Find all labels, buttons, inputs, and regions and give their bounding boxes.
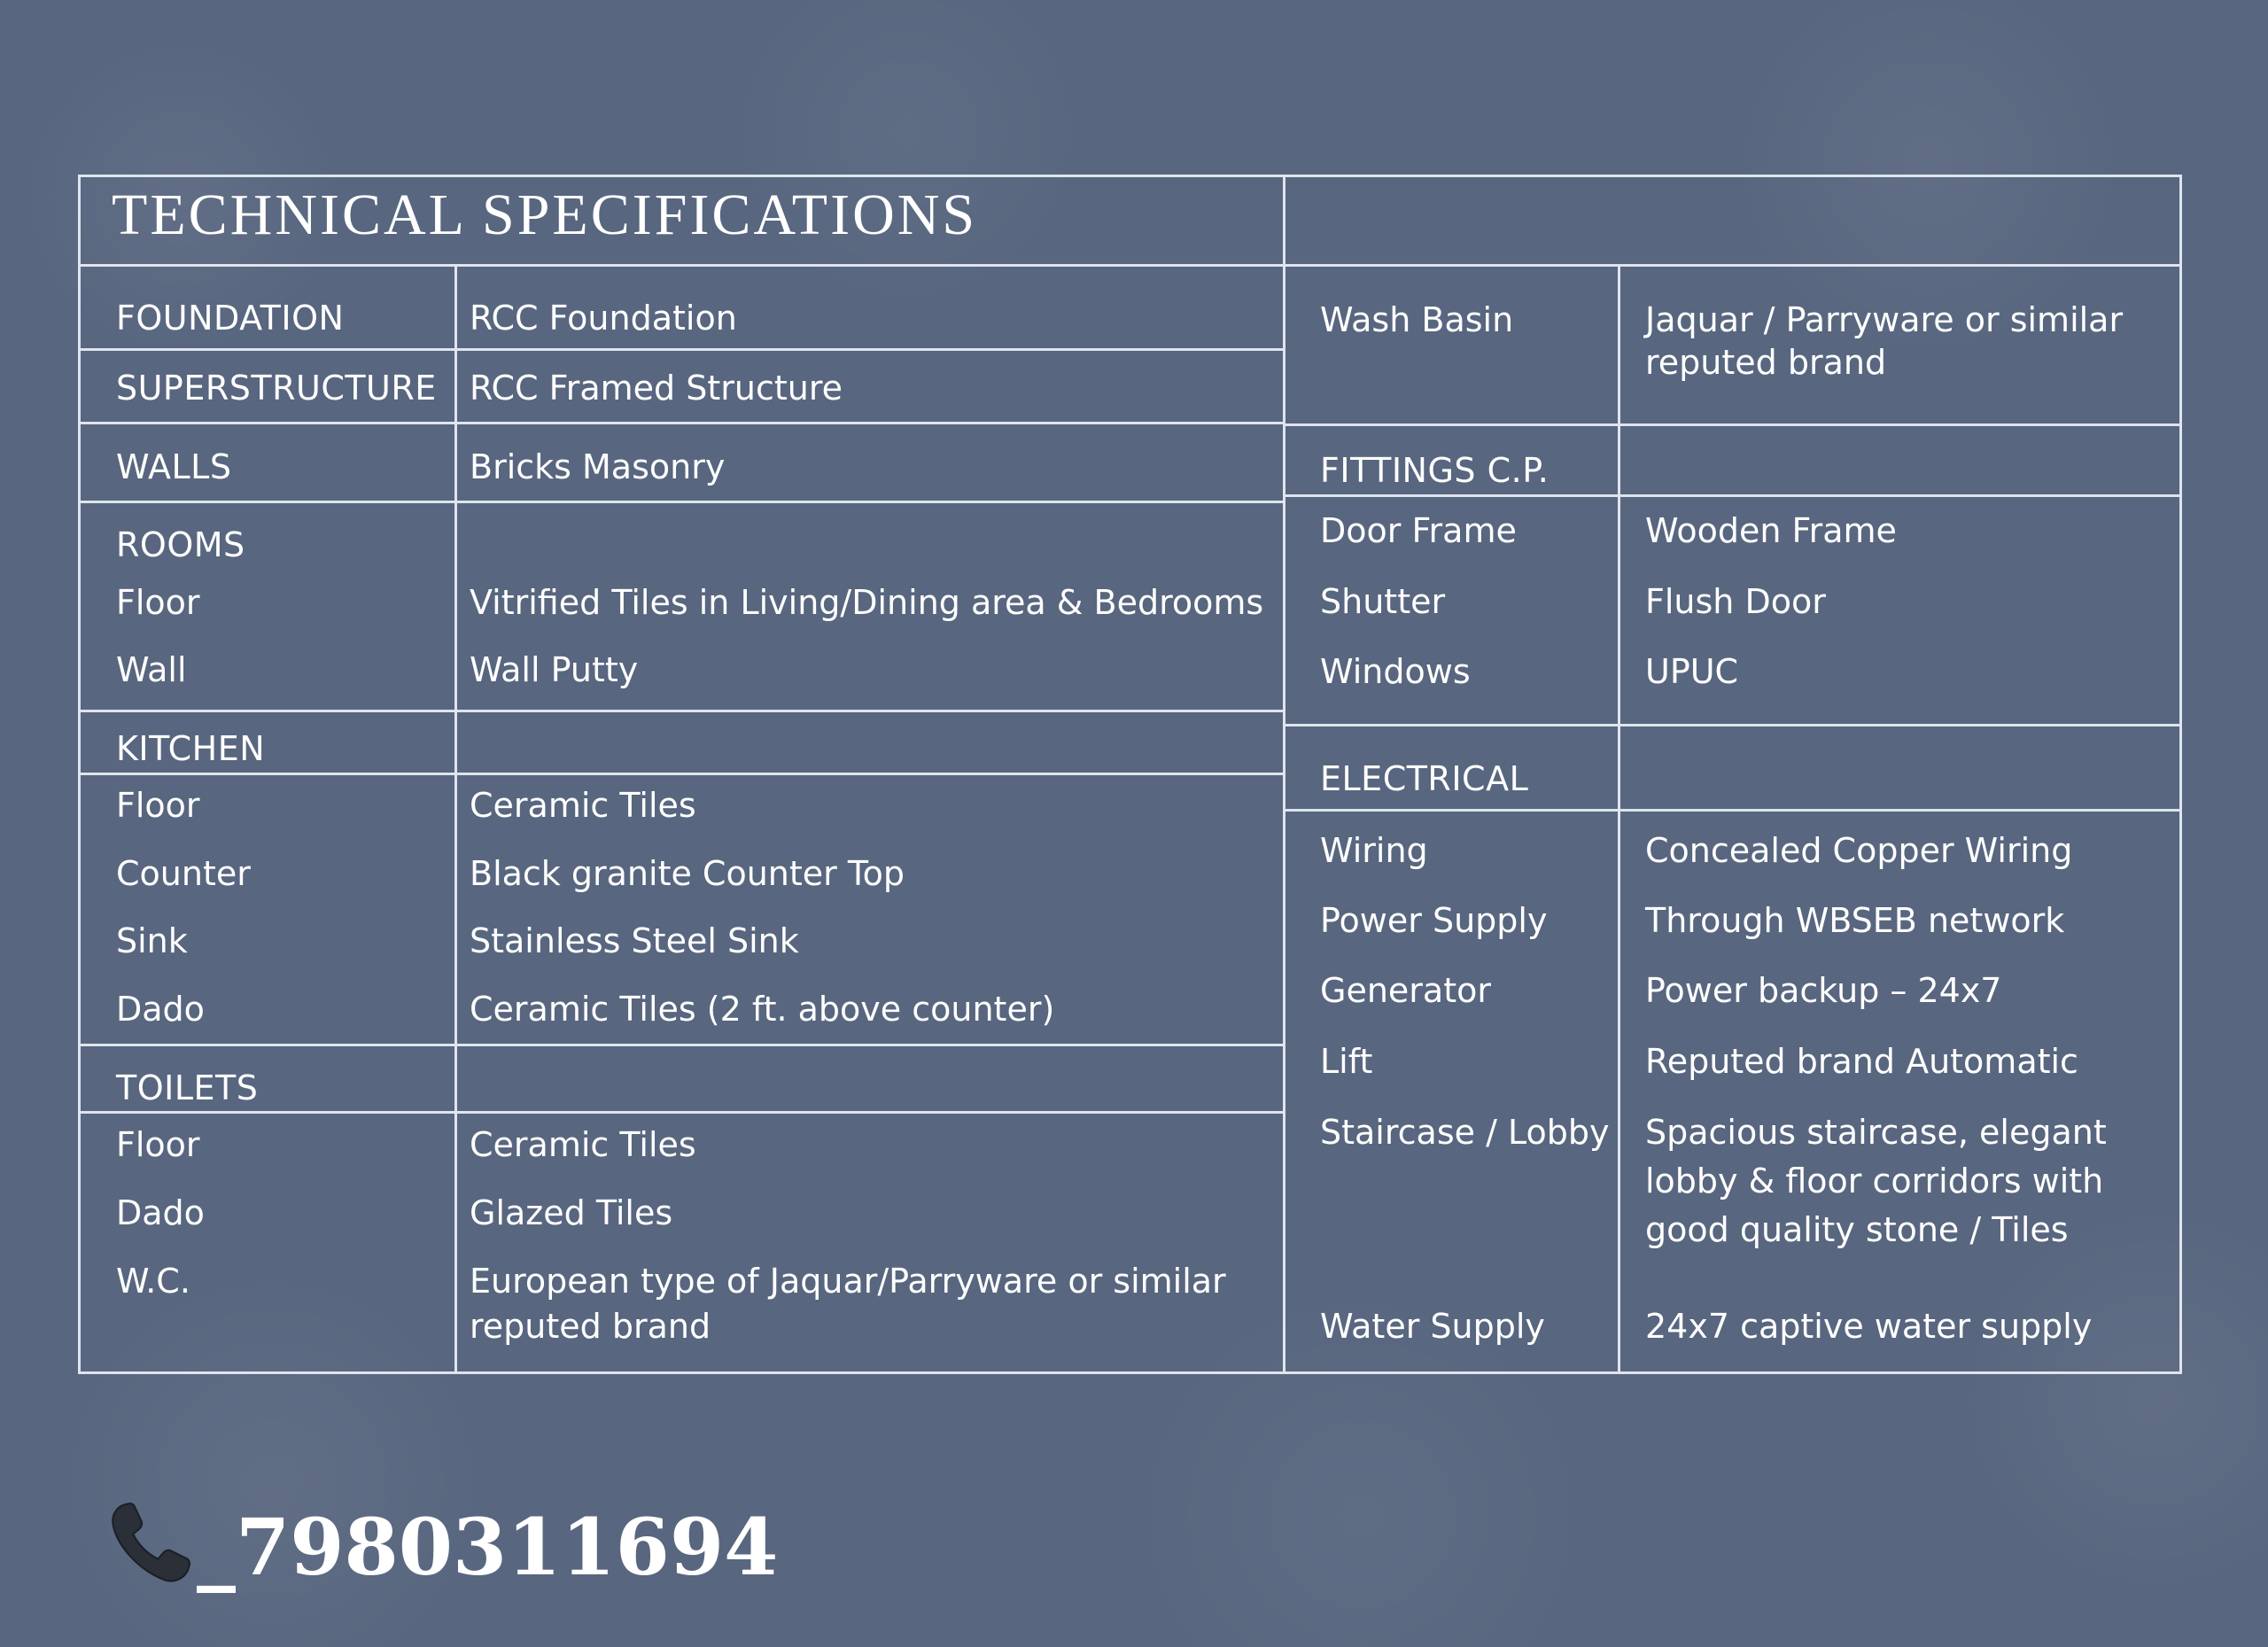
phone-contact[interactable] bbox=[105, 1497, 778, 1611]
foundation-value: RCC Foundation bbox=[470, 299, 737, 338]
kitchen-sink-label: Sink bbox=[116, 921, 188, 960]
electrical-generator-label: Generator bbox=[1320, 971, 1491, 1010]
row-divider bbox=[1283, 423, 2182, 426]
staircase-value-line3: good quality stone / Tiles bbox=[1645, 1210, 2069, 1249]
wash-basin-label: Wash Basin bbox=[1320, 300, 1514, 339]
table-border-top bbox=[78, 175, 2182, 177]
electrical-heading: ELECTRICAL bbox=[1320, 759, 1529, 798]
electrical-power-supply-value: Through WBSEB network bbox=[1645, 901, 2065, 940]
fittings-shutter-label: Shutter bbox=[1320, 582, 1446, 621]
staircase-label: Staircase / Lobby bbox=[1320, 1113, 1610, 1152]
superstructure-value: RCC Framed Structure bbox=[470, 369, 843, 408]
toilets-floor-label: Floor bbox=[116, 1125, 200, 1164]
toilets-wc-label: W.C. bbox=[116, 1262, 190, 1301]
staircase-value-line2: lobby & floor corridors with bbox=[1645, 1161, 2104, 1200]
electrical-wiring-value: Concealed Copper Wiring bbox=[1645, 831, 2073, 870]
row-divider bbox=[78, 422, 1285, 424]
row-divider bbox=[78, 501, 1285, 503]
fittings-door-frame-value: Wooden Frame bbox=[1645, 511, 1897, 550]
fittings-heading: FITTINGS C.P. bbox=[1320, 451, 1550, 490]
row-divider bbox=[78, 710, 1285, 712]
kitchen-floor-value: Ceramic Tiles bbox=[470, 786, 696, 825]
toilets-wc-value-line1: European type of Jaquar/Parryware or similar bbox=[470, 1262, 1226, 1301]
rooms-floor-label: Floor bbox=[116, 583, 200, 622]
row-divider bbox=[78, 1044, 1285, 1046]
toilets-wc-value-line2: reputed brand bbox=[470, 1307, 711, 1346]
kitchen-sink-value: Stainless Steel Sink bbox=[470, 921, 799, 960]
kitchen-dado-label: Dado bbox=[116, 990, 205, 1029]
kitchen-dado-value: Ceramic Tiles (2 ft. above counter) bbox=[470, 990, 1055, 1029]
rooms-floor-value: Vitrified Tiles in Living/Dining area & Bedrooms bbox=[470, 583, 1264, 622]
row-divider bbox=[78, 348, 1285, 351]
right-column-divider bbox=[1618, 264, 1620, 1374]
fittings-shutter-value: Flush Door bbox=[1645, 582, 1826, 621]
table-border-right bbox=[2179, 175, 2182, 1374]
table-border-bottom bbox=[78, 1371, 2182, 1374]
superstructure-label: SUPERSTRUCTURE bbox=[116, 369, 437, 408]
electrical-generator-value: Power backup – 24x7 bbox=[1645, 971, 2002, 1010]
row-divider bbox=[78, 773, 1285, 775]
phone-number[interactable]: _7980311694 bbox=[197, 1501, 779, 1593]
left-column-divider bbox=[454, 264, 457, 1374]
rooms-heading: ROOMS bbox=[116, 525, 245, 564]
row-divider bbox=[1283, 809, 2182, 812]
row-divider bbox=[1283, 494, 2182, 497]
foundation-label: FOUNDATION bbox=[116, 299, 345, 338]
kitchen-counter-value: Black granite Counter Top bbox=[470, 854, 905, 893]
electrical-lift-label: Lift bbox=[1320, 1042, 1373, 1081]
row-divider bbox=[78, 1111, 1285, 1114]
row-divider bbox=[1283, 724, 2182, 726]
kitchen-counter-label: Counter bbox=[116, 854, 251, 893]
wash-basin-value-line1: Jaquar / Parryware or similar bbox=[1645, 300, 2124, 339]
fittings-door-frame-label: Door Frame bbox=[1320, 511, 1517, 550]
title-row-divider bbox=[78, 264, 2182, 267]
kitchen-heading: KITCHEN bbox=[116, 729, 266, 768]
electrical-wiring-label: Wiring bbox=[1320, 831, 1428, 870]
telephone-icon bbox=[105, 1497, 197, 1611]
rooms-wall-value: Wall Putty bbox=[470, 650, 639, 689]
toilets-dado-value: Glazed Tiles bbox=[470, 1193, 673, 1232]
page-title: TECHNICAL SPECIFICATIONS bbox=[112, 183, 978, 247]
water-supply-value: 24x7 captive water supply bbox=[1645, 1307, 2093, 1346]
electrical-lift-value: Reputed brand Automatic bbox=[1645, 1042, 2078, 1081]
water-supply-label: Water Supply bbox=[1320, 1307, 1545, 1346]
staircase-value-line1: Spacious staircase, elegant bbox=[1645, 1113, 2107, 1152]
toilets-dado-label: Dado bbox=[116, 1193, 205, 1232]
wash-basin-value-line2: reputed brand bbox=[1645, 343, 1887, 382]
electrical-power-supply-label: Power Supply bbox=[1320, 901, 1548, 940]
fittings-windows-value: UPUC bbox=[1645, 652, 1739, 691]
kitchen-floor-label: Floor bbox=[116, 786, 200, 825]
fittings-windows-label: Windows bbox=[1320, 652, 1471, 691]
walls-value: Bricks Masonry bbox=[470, 447, 726, 486]
rooms-wall-label: Wall bbox=[116, 650, 187, 689]
toilets-heading: TOILETS bbox=[116, 1068, 259, 1107]
toilets-floor-value: Ceramic Tiles bbox=[470, 1125, 696, 1164]
walls-label: WALLS bbox=[116, 447, 232, 486]
